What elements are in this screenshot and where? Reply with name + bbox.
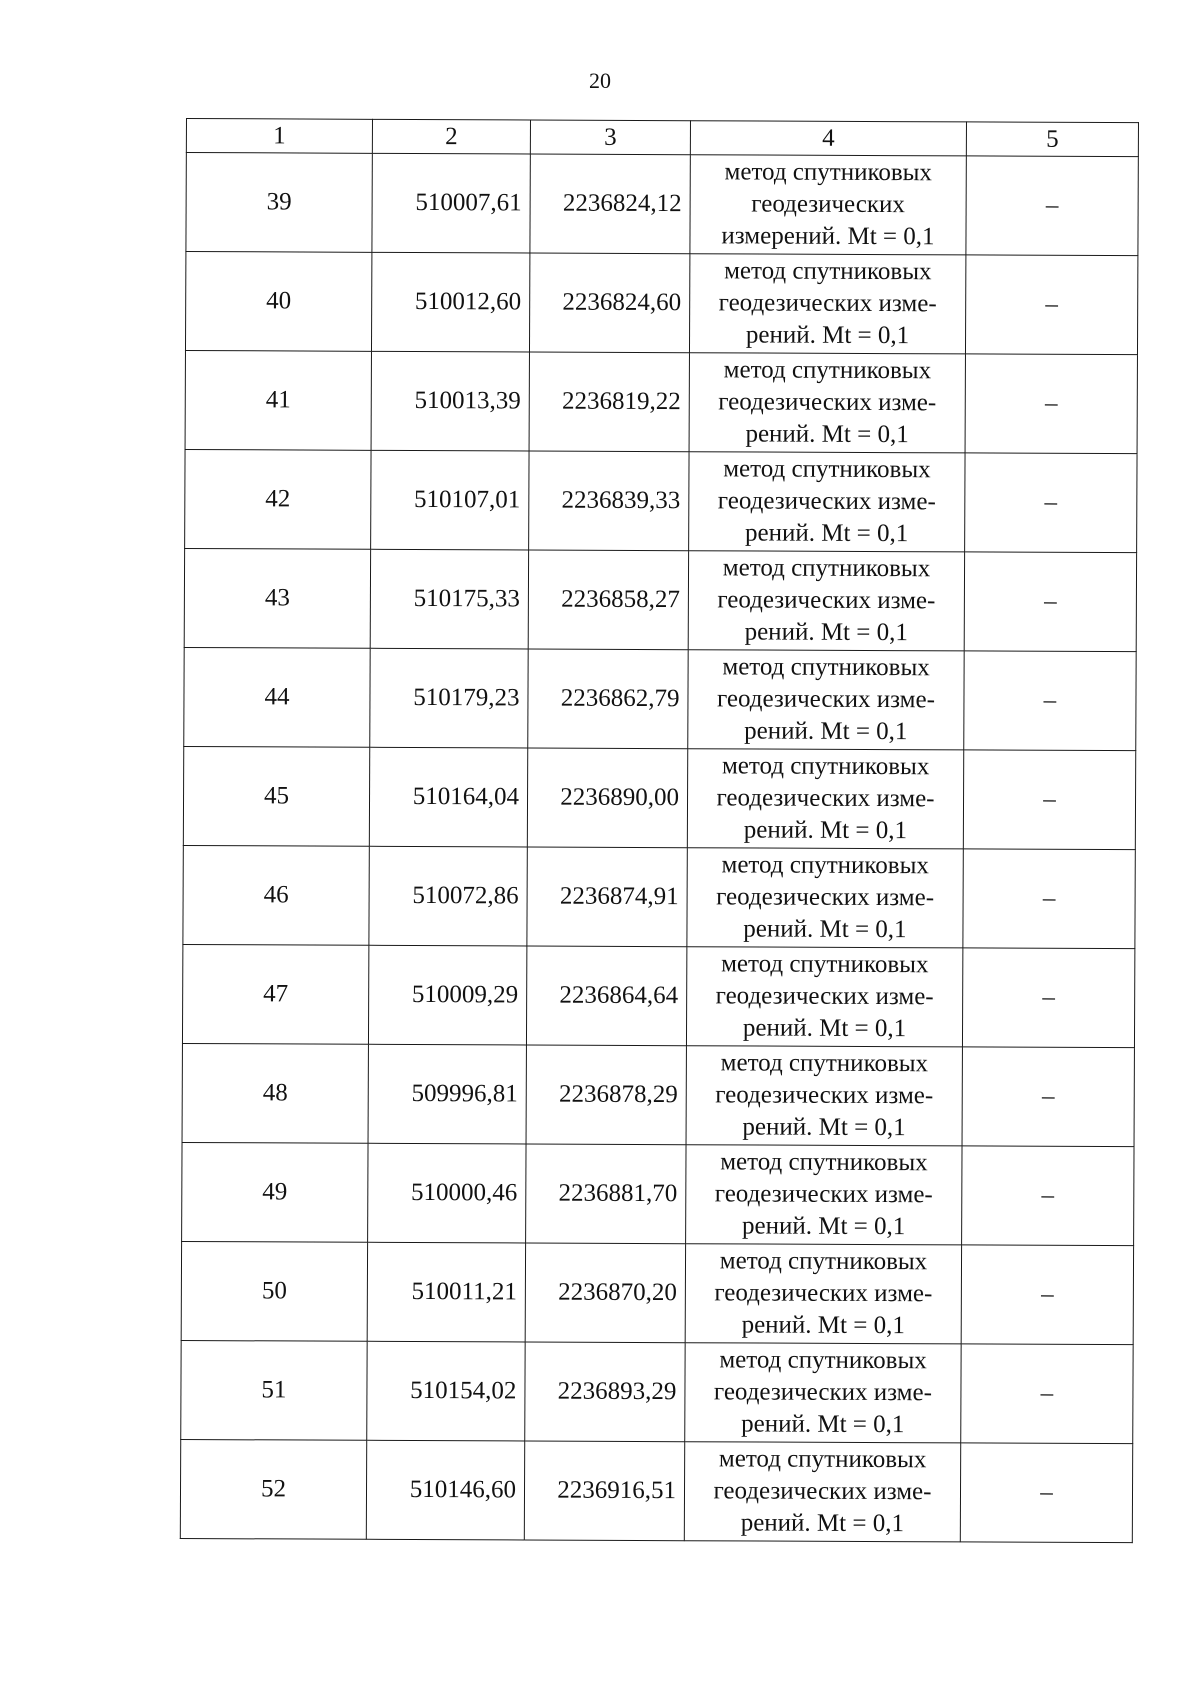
table-row xyxy=(181,1340,1133,1443)
method-line: рений. Mt = 0,1 xyxy=(742,1113,906,1142)
y-coordinate-cell: 2236839,33 xyxy=(529,451,689,551)
method-line: геодезических изме- xyxy=(716,784,935,813)
method-cell xyxy=(689,254,965,354)
point-number-cell: 43 xyxy=(184,548,370,648)
x-coordinate-cell: 510013,39 xyxy=(371,351,529,451)
point-number-cell: 50 xyxy=(181,1241,367,1341)
point-number-cell: 40 xyxy=(185,252,371,352)
note-cell: – xyxy=(962,1047,1134,1147)
method-line: метод спутниковых xyxy=(721,752,930,781)
method-cell xyxy=(688,650,964,750)
y-coordinate-cell: 2236874,91 xyxy=(527,847,687,947)
method-cell xyxy=(689,353,965,453)
method-cell xyxy=(687,848,963,948)
point-number-cell: 52 xyxy=(180,1439,366,1539)
method-line: рений. Mt = 0,1 xyxy=(744,717,908,746)
method-line: метод спутниковых xyxy=(719,1247,928,1276)
x-coordinate-cell: 510175,33 xyxy=(370,549,528,649)
note-cell: – xyxy=(962,948,1134,1048)
method-line: геодезических изме- xyxy=(716,883,935,912)
method-line: метод спутниковых xyxy=(723,455,931,484)
table-row xyxy=(182,1142,1134,1245)
point-number-cell: 46 xyxy=(183,845,369,945)
method-line: метод спутниковых xyxy=(720,1148,928,1177)
method-line: геодезических изме- xyxy=(717,487,936,516)
method-line: геодезических изме- xyxy=(718,388,937,417)
method-line: измерений. Mt = 0,1 xyxy=(721,222,935,251)
table-row xyxy=(185,449,1137,552)
note-cell: – xyxy=(961,1344,1133,1444)
table-row xyxy=(185,350,1137,453)
method-line: рений. Mt = 0,1 xyxy=(743,816,908,845)
table-row xyxy=(183,746,1135,849)
method-line: геодезических изме- xyxy=(717,586,936,615)
x-coordinate-cell: 510072,86 xyxy=(369,846,527,946)
method-line: рений. Mt = 0,1 xyxy=(741,1410,905,1439)
method-line: метод спутниковых xyxy=(724,257,932,286)
column-header-5: 5 xyxy=(966,122,1138,157)
method-line: рений. Mt = 0,1 xyxy=(744,618,908,647)
table-body xyxy=(180,153,1138,1543)
column-header-3: 3 xyxy=(530,120,690,155)
table-row xyxy=(186,153,1138,256)
method-line: метод спутниковых xyxy=(724,158,933,187)
table-row xyxy=(182,1043,1134,1146)
note-cell: – xyxy=(961,1245,1133,1345)
table-header xyxy=(186,119,1138,157)
note-cell: – xyxy=(966,156,1138,256)
method-cell xyxy=(686,1046,962,1146)
note-cell: – xyxy=(965,453,1137,553)
x-coordinate-cell: 510012,60 xyxy=(371,252,529,352)
table-row xyxy=(183,845,1135,948)
x-coordinate-cell: 509996,81 xyxy=(368,1044,526,1144)
note-cell: – xyxy=(963,849,1135,949)
x-coordinate-cell: 510164,04 xyxy=(369,747,527,847)
method-line: геодезических xyxy=(751,190,905,219)
x-coordinate-cell: 510011,21 xyxy=(367,1242,525,1342)
point-number-cell: 47 xyxy=(182,944,368,1044)
method-line: рений. Mt = 0,1 xyxy=(741,1212,906,1241)
y-coordinate-cell: 2236890,00 xyxy=(527,748,687,848)
column-header-1: 1 xyxy=(186,119,372,154)
method-line: рений. Mt = 0,1 xyxy=(742,1014,907,1043)
point-number-cell: 51 xyxy=(181,1340,367,1440)
y-coordinate-cell: 2236893,29 xyxy=(525,1342,685,1442)
method-line: геодезических изме- xyxy=(714,1180,933,1209)
method-line: геодезических изме- xyxy=(715,1081,934,1110)
y-coordinate-cell: 2236916,51 xyxy=(524,1441,684,1541)
method-line: рений. Mt = 0,1 xyxy=(745,420,909,449)
point-number-cell: 49 xyxy=(182,1142,368,1242)
column-header-4: 4 xyxy=(690,121,966,156)
method-line: рений. Mt = 0,1 xyxy=(745,321,910,350)
method-cell xyxy=(689,452,965,552)
method-cell xyxy=(684,1442,960,1542)
x-coordinate-cell: 510007,61 xyxy=(372,153,530,253)
method-line: метод спутниковых xyxy=(722,653,930,682)
y-coordinate-cell: 2236862,79 xyxy=(528,649,688,749)
point-number-cell: 42 xyxy=(185,449,371,549)
y-coordinate-cell: 2236824,12 xyxy=(530,154,690,254)
method-line: рений. Mt = 0,1 xyxy=(741,1311,905,1340)
method-cell xyxy=(686,1145,962,1245)
table-row xyxy=(184,647,1136,750)
method-line: геодезических изме- xyxy=(714,1279,933,1308)
note-cell: – xyxy=(960,1443,1132,1543)
point-number-cell: 41 xyxy=(185,350,371,450)
method-cell xyxy=(686,947,962,1047)
method-line: рений. Mt = 0,1 xyxy=(743,915,907,944)
x-coordinate-cell: 510146,60 xyxy=(366,1440,524,1540)
table-row xyxy=(182,944,1134,1047)
note-cell: – xyxy=(964,552,1136,652)
point-number-cell: 44 xyxy=(184,647,370,747)
method-cell xyxy=(688,551,964,651)
method-line: рений. Mt = 0,1 xyxy=(740,1509,905,1538)
method-line: метод спутниковых xyxy=(719,1346,927,1375)
x-coordinate-cell: 510000,46 xyxy=(368,1143,526,1243)
method-line: геодезических изме- xyxy=(715,982,934,1011)
method-line: метод спутниковых xyxy=(721,950,929,979)
x-coordinate-cell: 510009,29 xyxy=(368,945,526,1045)
table-row xyxy=(181,1241,1133,1344)
note-cell: – xyxy=(964,651,1136,751)
table-row xyxy=(184,548,1136,651)
method-line: метод спутниковых xyxy=(722,554,931,583)
y-coordinate-cell: 2236824,60 xyxy=(529,253,689,353)
method-cell xyxy=(685,1244,961,1344)
method-line: геодезических изме- xyxy=(716,685,936,714)
method-line: геодезических изме- xyxy=(718,289,937,318)
note-cell: – xyxy=(965,255,1137,355)
note-cell: – xyxy=(965,354,1137,454)
table-row xyxy=(185,252,1137,355)
method-line: геодезических изме- xyxy=(713,1378,932,1407)
column-header-2: 2 xyxy=(372,119,530,154)
y-coordinate-cell: 2236881,70 xyxy=(526,1144,686,1244)
method-line: метод спутниковых xyxy=(720,1049,929,1078)
method-line: метод спутниковых xyxy=(721,851,930,880)
method-cell xyxy=(687,749,963,849)
table-row xyxy=(180,1439,1132,1542)
method-line: рений. Mt = 0,1 xyxy=(744,519,909,548)
y-coordinate-cell: 2236819,22 xyxy=(529,352,689,452)
x-coordinate-cell: 510107,01 xyxy=(371,450,529,550)
header-row xyxy=(186,119,1138,157)
method-line: метод спутниковых xyxy=(718,1445,927,1474)
method-line: геодезических изме- xyxy=(713,1477,932,1506)
method-line: метод спутниковых xyxy=(723,356,932,385)
x-coordinate-cell: 510154,02 xyxy=(367,1341,525,1441)
coordinates-table xyxy=(180,118,1139,1543)
note-cell: – xyxy=(962,1146,1134,1246)
point-number-cell: 45 xyxy=(183,746,369,846)
method-cell xyxy=(685,1343,961,1443)
point-number-cell: 39 xyxy=(186,153,372,253)
y-coordinate-cell: 2236858,27 xyxy=(528,550,688,650)
x-coordinate-cell: 510179,23 xyxy=(370,648,528,748)
note-cell: – xyxy=(963,750,1135,850)
method-cell xyxy=(690,155,966,255)
y-coordinate-cell: 2236878,29 xyxy=(526,1045,686,1145)
point-number-cell: 48 xyxy=(182,1043,368,1143)
y-coordinate-cell: 2236870,20 xyxy=(525,1243,685,1343)
y-coordinate-cell: 2236864,64 xyxy=(526,946,686,1046)
page-number: 20 xyxy=(589,68,611,93)
